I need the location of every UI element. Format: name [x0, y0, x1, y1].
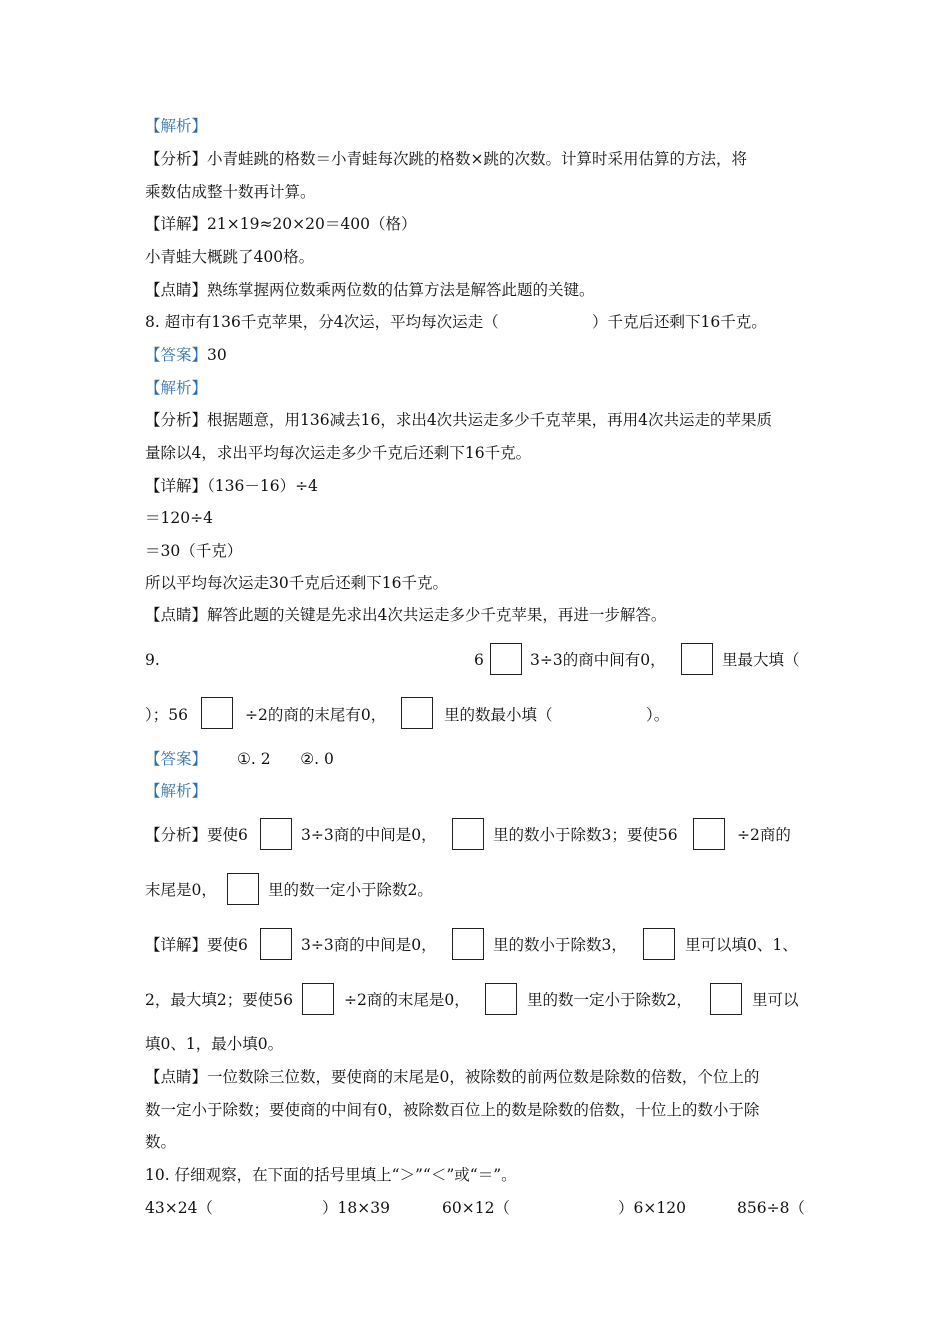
q10-expr1-left: 43×24（: [145, 1199, 213, 1217]
q9-fenxi-text: [145, 825, 248, 845]
xiangjie-text: 要使6: [207, 936, 248, 954]
q9-text: ）。: [646, 706, 670, 724]
q8-fenxi-line2: 量除以4，求出平均每次运走多少千克后还剩下16千克。: [145, 444, 532, 462]
q9-xiangjie-text: 2，最大填2；要使56: [145, 991, 293, 1009]
blank-box[interactable]: [227, 873, 259, 905]
q7-dianjing: [145, 280, 595, 300]
q8-xiangjie-line3: ＝30（千克）: [145, 542, 243, 560]
q9-text: 3÷3的商中间有0，: [530, 651, 666, 669]
q8-xiangjie-line1: [145, 476, 318, 496]
q7-xiangjie-line1: [145, 214, 416, 234]
dianjing-text: 一位数除三位数，要使商的末尾是0，被除数的前两位数是除数的倍数，个位上的: [207, 1068, 760, 1086]
q8-question-end: ）千克后还剩下16千克。: [592, 313, 767, 331]
q9-xiangjie-text: 3÷3商的中间是0，: [301, 936, 437, 954]
q9-text: ÷2的商的末尾有0，: [245, 706, 387, 724]
blank-box[interactable]: [260, 928, 292, 960]
blank-box[interactable]: [643, 928, 675, 960]
q9-text: 6: [474, 651, 484, 669]
q9-xiangjie-text: ÷2商的末尾是0，: [344, 991, 470, 1009]
q7-fenxi-line1: [145, 149, 747, 169]
blank-box[interactable]: [452, 818, 484, 850]
q9-fenxi-text: 末尾是0，: [145, 881, 217, 899]
q9-jiexi-heading: 【解析】: [145, 782, 208, 800]
q8-xiangjie-line2: ＝120÷4: [145, 509, 213, 527]
xiangjie-tag: 【详解】: [145, 477, 208, 495]
q9-answer: [145, 749, 334, 769]
q9-xiangjie-text: [145, 935, 248, 955]
q9-xiangjie-text: 里的数一定小于除数2，: [527, 991, 692, 1009]
q7-jiexi-heading: 【解析】: [145, 117, 208, 135]
q9-xiangjie-line3: 填0、1，最小填0。: [145, 1035, 284, 1053]
q9-fenxi-text: ÷2商的: [737, 826, 791, 844]
xiangjie-text: （136－16）÷4: [207, 477, 318, 495]
q9-dianjing-line1: [145, 1067, 759, 1087]
answer-tag: 【答案】: [145, 750, 208, 768]
q9-fenxi-text: 3÷3商的中间是0，: [301, 826, 437, 844]
dianjing-text: 熟练掌握两位数乘两位数的估算方法是解答此题的关键。: [207, 281, 595, 299]
dianjing-tag: 【点睛】: [145, 281, 208, 299]
q10-expr2-right: ）6×120: [618, 1199, 686, 1217]
q8-answer: [145, 345, 227, 365]
blank-box[interactable]: [401, 697, 433, 729]
fenxi-text: 根据题意，用136减去16，求出4次共运走多少千克苹果，再用4次共运走的苹果质: [207, 411, 773, 429]
q9-text: ）；56: [145, 706, 188, 724]
blank-box[interactable]: [201, 697, 233, 729]
fenxi-text: 要使6: [207, 826, 248, 844]
q8-dianjing: [145, 605, 666, 625]
blank-box[interactable]: [710, 983, 742, 1015]
answer-value: ①. 2 ②. 0: [237, 750, 334, 768]
q10-expr3-left: 856÷8（: [737, 1199, 805, 1217]
q9-dianjing-line3: 数。: [145, 1133, 177, 1151]
xiangjie-tag: 【详解】: [145, 215, 208, 233]
q9-fenxi-text: 里的数一定小于除数2。: [268, 881, 433, 899]
q8-jiexi-heading: 【解析】: [145, 379, 208, 397]
blank-box[interactable]: [302, 983, 334, 1015]
q9-dianjing-line2: 数一定小于除数；要使商的中间有0，被除数百位上的数是除数的倍数，十位上的数小于除: [145, 1101, 760, 1119]
q9-text: 里的数最小填（: [444, 706, 553, 724]
q9-number: 9.: [145, 651, 160, 669]
fenxi-text: 小青蛙跳的格数＝小青蛙每次跳的格数×跳的次数。计算时采用估算的方法，将: [207, 150, 748, 168]
answer-value: 30: [207, 346, 227, 364]
q7-xiangjie-line2: 小青蛙大概跳了400格。: [145, 248, 315, 266]
xiangjie-tag: 【详解】: [145, 936, 208, 954]
fenxi-tag: 【分析】: [145, 411, 208, 429]
dianjing-text: 解答此题的关键是先求出4次共运走多少千克苹果，再进一步解答。: [207, 606, 667, 624]
q8-question-start: 8. 超市有136千克苹果，分4次运，平均每次运走（: [145, 313, 499, 331]
q10-expr2-left: 60×12（: [442, 1199, 510, 1217]
q8-xiangjie-line4: 所以平均每次运走30千克后还剩下16千克。: [145, 574, 448, 592]
q9-xiangjie-text: 里可以填0、1、: [685, 936, 798, 954]
q9-fenxi-text: 里的数小于除数3；要使56: [493, 826, 678, 844]
q9-xiangjie-text: 里可以: [752, 991, 799, 1009]
q9-xiangjie-text: 里的数小于除数3，: [493, 936, 627, 954]
blank-box[interactable]: [452, 928, 484, 960]
fenxi-tag: 【分析】: [145, 150, 208, 168]
q8-fenxi-line1: [145, 410, 772, 430]
dianjing-tag: 【点睛】: [145, 606, 208, 624]
answer-tag: 【答案】: [145, 346, 208, 364]
fenxi-tag: 【分析】: [145, 826, 208, 844]
blank-box[interactable]: [693, 818, 725, 850]
q9-text: 里最大填（: [722, 651, 800, 669]
xiangjie-text: 21×19≈20×20＝400（格）: [207, 215, 417, 233]
dianjing-tag: 【点睛】: [145, 1068, 208, 1086]
blank-box[interactable]: [681, 643, 713, 675]
q7-fenxi-line2: 乘数估成整十数再计算。: [145, 183, 316, 201]
blank-box[interactable]: [485, 983, 517, 1015]
blank-box[interactable]: [490, 643, 522, 675]
q10-question: 10. 仔细观察，在下面的括号里填上“＞”“＜”或“＝”。: [145, 1166, 517, 1184]
blank-box[interactable]: [260, 818, 292, 850]
q10-expr1-right: ）18×39: [322, 1199, 390, 1217]
